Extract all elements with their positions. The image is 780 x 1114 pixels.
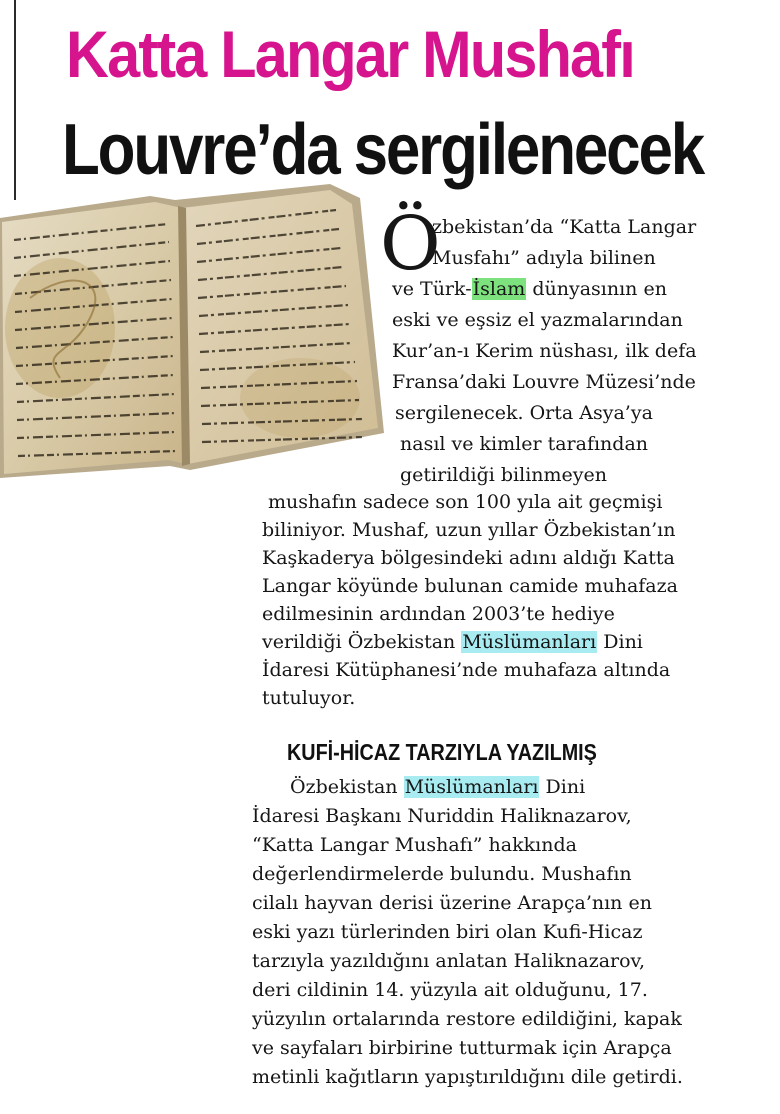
highlighted-word: Müslümanları	[404, 776, 539, 798]
para1-line-10: mushafın sadece son 100 yıla ait geçmişi	[268, 491, 663, 513]
para2-line-1	[290, 774, 585, 801]
para1-line-5: Kur’an-ı Kerim nüshası, ilk defa	[392, 340, 697, 362]
para1-line-14: edilmesinin ardından 2003’te hediye	[262, 603, 615, 625]
para2-line-9: yüzyılın ortalarında restore edildiğini, kapak	[252, 1008, 682, 1030]
headline-line-1: Katta Langar Mushafı	[66, 17, 634, 91]
text: dünyasının en	[526, 278, 667, 300]
headline-line-2: Louvre’da sergilenecek	[62, 110, 704, 190]
para1-line-9: getirildiği bilinmeyen	[400, 464, 607, 486]
para2-line-4: değerlendirmelerde bulundu. Mushafın	[252, 863, 632, 885]
para1-line-3	[392, 276, 667, 303]
para2-line-10: ve sayfaları birbirine tutturmak için Arapça	[252, 1037, 672, 1059]
para1-line-1: zbekistan’da “Katta Langar	[432, 216, 697, 238]
para1-line-15	[262, 629, 643, 656]
para2-line-11: metinli kağıtların yapıştırıldığını dile getirdi.	[252, 1066, 683, 1088]
para1-line-8: nasıl ve kimler tarafından	[400, 433, 649, 455]
para2-line-8: deri cildinin 14. yüzyıla ait olduğunu, 17.	[252, 979, 648, 1001]
para2-line-3: “Katta Langar Mushafı” hakkında	[252, 834, 577, 856]
subheading: KUFİ-HİCAZ TARZIYLA YAZILMIŞ	[287, 739, 597, 765]
manuscript-photo	[0, 178, 384, 478]
para2-line-6: eski yazı türlerinden biri olan Kufi-Hicaz	[252, 921, 643, 943]
text: Özbekistan	[290, 776, 404, 798]
text: Dini	[539, 776, 586, 798]
para2-line-5: cilalı hayvan derisi üzerine Arapça’nın en	[252, 892, 652, 914]
highlighted-word: Müslümanları	[462, 631, 597, 653]
para1-line-4: eski ve eşsiz el yazmalarından	[392, 309, 683, 331]
para2-line-7: tarzıyla yazıldığını anlatan Haliknazarov,	[252, 950, 646, 972]
para1-line-11: biliniyor. Mushaf, uzun yıllar Özbekistan’ın	[262, 519, 676, 541]
para1-line-6: Fransa’daki Louvre Müzesi’nde	[392, 371, 696, 393]
para1-line-7: sergilenecek. Orta Asya’ya	[395, 402, 653, 424]
text: Dini	[597, 631, 643, 653]
drop-cap: Ö	[380, 201, 441, 287]
para2-line-2: İdaresi Başkanı Nuriddin Haliknazarov,	[252, 805, 632, 827]
highlighted-word: İslam	[472, 278, 526, 300]
para1-line-17: tutuluyor.	[262, 687, 356, 709]
para1-line-12: Kaşkaderya bölgesindeki adını aldığı Katta	[262, 547, 675, 569]
para1-line-16: İdaresi Kütüphanesi’nde muhafaza altında	[262, 659, 671, 681]
text: ve Türk-	[392, 278, 472, 300]
para1-line-2: Musfahı” adıyla bilinen	[432, 247, 656, 269]
text: verildiği Özbekistan	[262, 631, 462, 653]
column-rule	[14, 0, 16, 200]
para1-line-13: Langar köyünde bulunan camide muhafaza	[262, 575, 678, 597]
